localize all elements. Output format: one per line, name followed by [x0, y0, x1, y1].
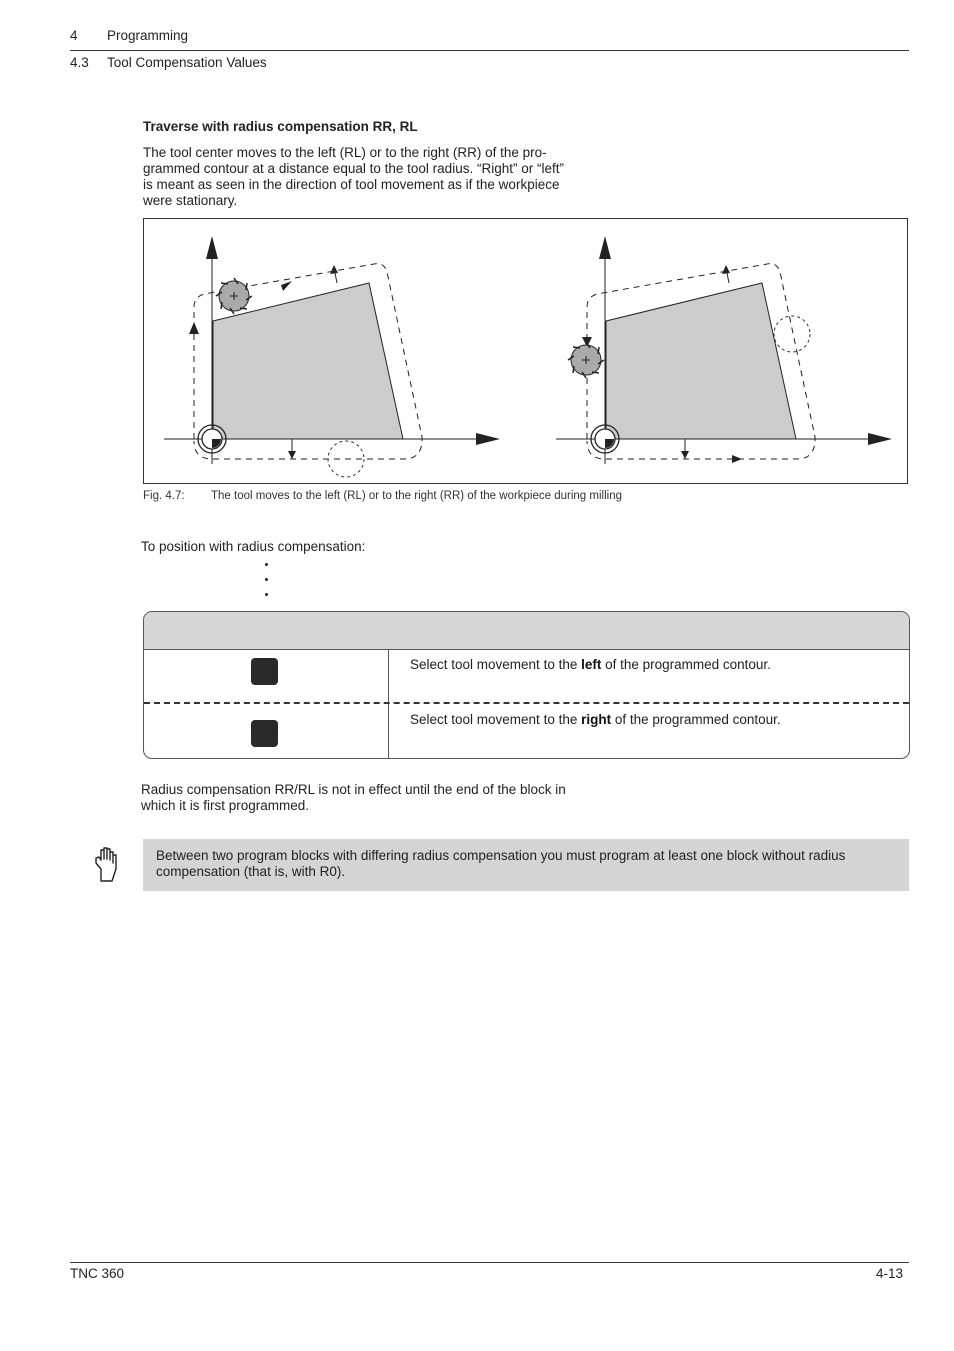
- footer-rule: [70, 1262, 909, 1263]
- origin-marker-left: [198, 425, 226, 453]
- tool-circle-dashed-right: [774, 316, 810, 352]
- figure-caption-label: Fig. 4.7:: [143, 490, 185, 502]
- origin-marker-right: [591, 425, 619, 453]
- paragraph-line: which it is first programmed.: [141, 798, 310, 813]
- table-header-bar: [144, 612, 909, 650]
- milling-cutter-icon: [216, 278, 252, 314]
- intro-paragraph: [143, 145, 643, 209]
- figure-caption-text: The tool moves to the left (RL) or to the right (RR) of the workpiece during milling: [211, 490, 622, 502]
- paragraph-line: The tool center moves to the left (RL) or to the right (RR) of the pro-: [143, 145, 547, 160]
- subsection-heading: Traverse with radius compensation RR, RL: [143, 119, 418, 134]
- milling-cutter-icon: [568, 342, 604, 378]
- header-rule: [70, 50, 909, 51]
- table-row-left-text: Select tool movement to the left of the programmed contour.: [410, 657, 771, 672]
- table-row-separator: [144, 702, 909, 704]
- right-diagram-rr: [556, 236, 892, 464]
- compensation-effect-paragraph: [141, 782, 641, 814]
- pointing-hand-icon: [92, 843, 122, 883]
- note-box: [143, 839, 909, 891]
- rr-key-button[interactable]: [251, 720, 278, 747]
- rl-key-button[interactable]: [251, 658, 278, 685]
- chapter-title: Programming: [107, 28, 189, 43]
- table-divider: [388, 649, 389, 759]
- note-text: Between two program blocks with differing radius compensation you must program at least one block without radius compensation (that is, with R0).: [156, 848, 846, 879]
- workpiece-right: [606, 283, 796, 439]
- paragraph-line: grammed contour at a distance equal to the tool radius. “Right” or “left”: [143, 161, 564, 176]
- left-diagram-rl: [164, 236, 500, 477]
- table-row-right-text: Select tool movement to the right of the programmed contour.: [410, 712, 781, 727]
- footer-product: TNC 360: [70, 1266, 125, 1281]
- paragraph-line: Radius compensation RR/RL is not in effect until the end of the block in: [141, 782, 566, 797]
- key-table: [143, 611, 910, 759]
- section-number: 4.3: [70, 55, 89, 70]
- radius-compensation-diagram: [144, 219, 907, 483]
- section-title: Tool Compensation Values: [107, 55, 267, 70]
- paragraph-line: is meant as seen in the direction of tool movement as if the workpiece: [143, 177, 560, 192]
- footer-page-number: 4-13: [876, 1266, 904, 1281]
- position-intro: To position with radius compensation:: [141, 539, 366, 554]
- chapter-number: 4: [70, 28, 78, 43]
- paragraph-line: were stationary.: [143, 193, 238, 208]
- ellipsis-dots: [265, 563, 268, 608]
- figure-frame: [143, 218, 908, 484]
